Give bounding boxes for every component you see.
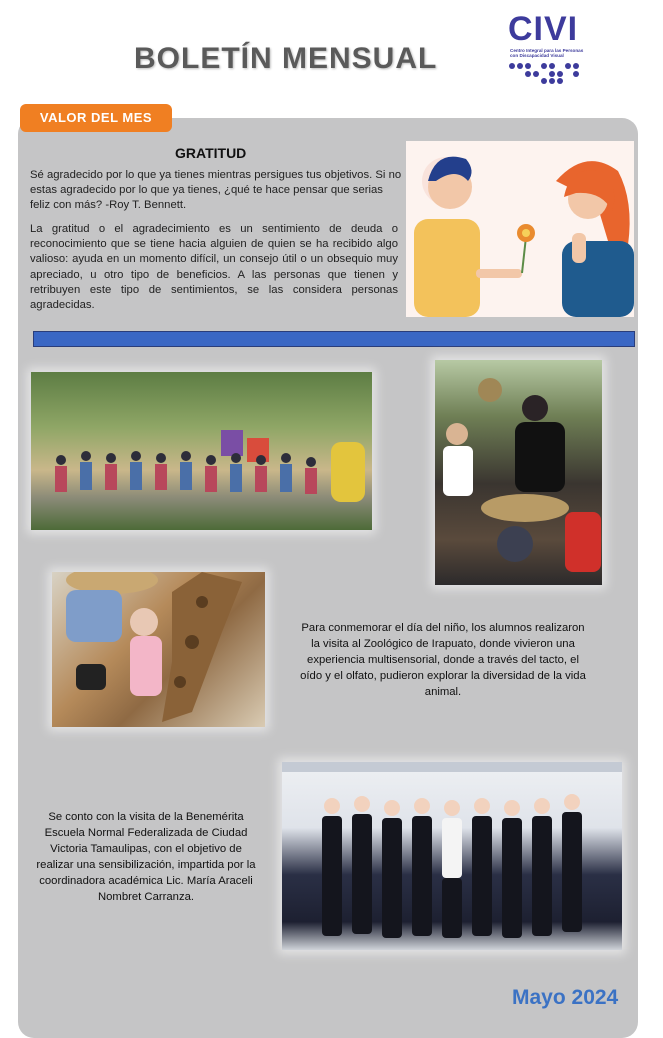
gratitude-illustration-image <box>406 141 634 317</box>
normal-school-visit-photo <box>282 762 622 950</box>
visit-photo-image <box>282 762 622 950</box>
giraffe-photo-image <box>52 572 265 727</box>
gratitude-illustration <box>406 141 634 317</box>
section-title: GRATITUD <box>175 145 247 161</box>
gratitude-paragraph: La gratitud o el agradecimiento es un sentimiento de deuda o reconocimiento que se tiene hacia alguien de quien se ha recibido algo valioso: ayuda en un momento difícil, un consejo útil o un obsequio muy apreciado, u otro tipo de beneficios. A las personas que tienen y retribuyen este tipo de sentimientos, se las considera personas agradecidas. <box>30 223 398 312</box>
zoo-visit-caption: Para conmemorar el día del niño, los alumnos realizaron la visita al Zoológico de Irapuato, donde vivieron una experiencia multisensorial, donde a través del tacto, el oído y el olfato, pudieron explorar la diversidad de la vida animal. <box>300 622 586 698</box>
logo-word: CIVI <box>508 10 579 48</box>
gratitude-quote: Sé agradecido por lo que ya tienes mientras persigues tus objetivos. Si no estas agradecido por lo que ya tienes, ¿qué te hace pensar que serias feliz con más? -Roy T. Bennett. <box>30 169 402 211</box>
issue-date: Mayo 2024 <box>512 986 619 1009</box>
logo-subtitle: Centro Integral para las Personas con Discapacidad Visual <box>510 48 584 59</box>
newsletter-title: BOLETÍN MENSUAL <box>134 42 438 75</box>
value-of-month-tab: VALOR DEL MES <box>20 104 172 132</box>
logo-dots-icon <box>508 62 586 84</box>
normal-school-caption: Se conto con la visita de la Benemérita Escuela Normal Federalizada de Ciudad Victoria Tamaulipas, con el objetivo de realizar una sensibilización, impartida por la coordinadora académica Lic. María Araceli Nombret Carranza. <box>36 811 256 903</box>
group-photo-image <box>31 372 372 530</box>
giraffe-feeding-photo <box>52 572 265 727</box>
section-divider <box>33 331 635 347</box>
touch-photo-image <box>435 360 602 585</box>
turtle-touch-photo <box>435 360 602 585</box>
zoo-group-photo <box>31 372 372 530</box>
civi-logo <box>506 10 586 86</box>
